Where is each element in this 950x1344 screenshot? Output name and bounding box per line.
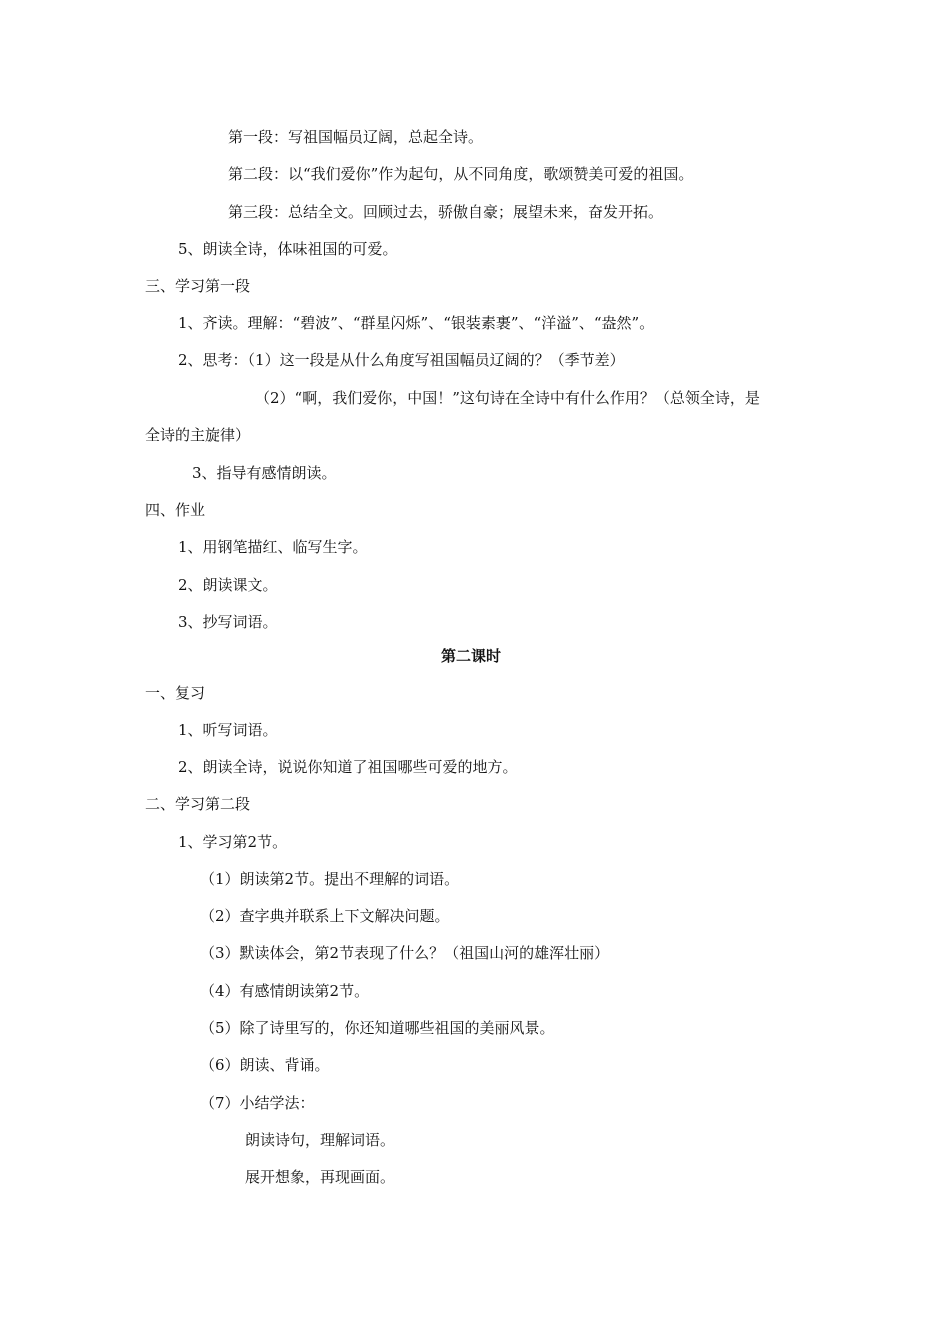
text-line: 朗读诗句，理解词语。 [245, 1131, 396, 1149]
text-line: 3、抄写词语。 [178, 613, 278, 631]
text-line: 第三段：总结全文。回顾过去，骄傲自豪；展望未来，奋发开拓。 [228, 203, 664, 221]
text-line: 第一段：写祖国幅员辽阔，总起全诗。 [228, 128, 484, 146]
text-line: （1）朗读第2节。提出不理解的词语。 [200, 870, 460, 888]
section-heading: 三、学习第一段 [145, 277, 251, 295]
text-line: 2、朗读全诗，说说你知道了祖国哪些可爱的地方。 [178, 758, 518, 776]
text-line: （2）查字典并联系上下文解决问题。 [200, 907, 450, 925]
section-heading: 二、学习第二段 [145, 795, 251, 813]
text-line: （6）朗读、背诵。 [200, 1056, 330, 1074]
text-line: （3）默读体会，第2节表现了什么？（祖国山河的雄浑壮丽） [200, 944, 610, 962]
text-line: 2、思考：（1）这一段是从什么角度写祖国幅员辽阔的？（季节差） [178, 351, 625, 369]
lesson-title: 第二课时 [441, 647, 502, 665]
text-line: （7）小结学法： [200, 1094, 315, 1112]
text-line: 1、用钢笔描红、临写生字。 [178, 538, 368, 556]
text-line: 全诗的主旋律） [145, 426, 251, 444]
text-line: （5）除了诗里写的，你还知道哪些祖国的美丽风景。 [200, 1019, 555, 1037]
text-line: 第二段：以“我们爱你”作为起句，从不同角度，歌颂赞美可爱的祖国。 [228, 165, 694, 183]
section-heading: 一、复习 [145, 684, 206, 702]
section-heading: 四、作业 [145, 501, 206, 519]
text-line: 2、朗读课文。 [178, 576, 278, 594]
text-line: 5、朗读全诗，体味祖国的可爱。 [178, 240, 398, 258]
text-line: 展开想象，再现画面。 [245, 1168, 396, 1186]
text-line: 1、齐读。理解：“碧波”、“群星闪烁”、“银装素裹”、“洋溢”、“盎然”。 [178, 314, 655, 332]
text-line: 1、学习第2节。 [178, 833, 288, 851]
text-line: （4）有感情朗读第2节。 [200, 982, 370, 1000]
text-line: （2）“啊，我们爱你，中国！”这句诗在全诗中有什么作用？（总领全诗，是 [255, 389, 760, 407]
text-line: 3、指导有感情朗读。 [192, 464, 337, 482]
text-line: 1、听写词语。 [178, 721, 278, 739]
